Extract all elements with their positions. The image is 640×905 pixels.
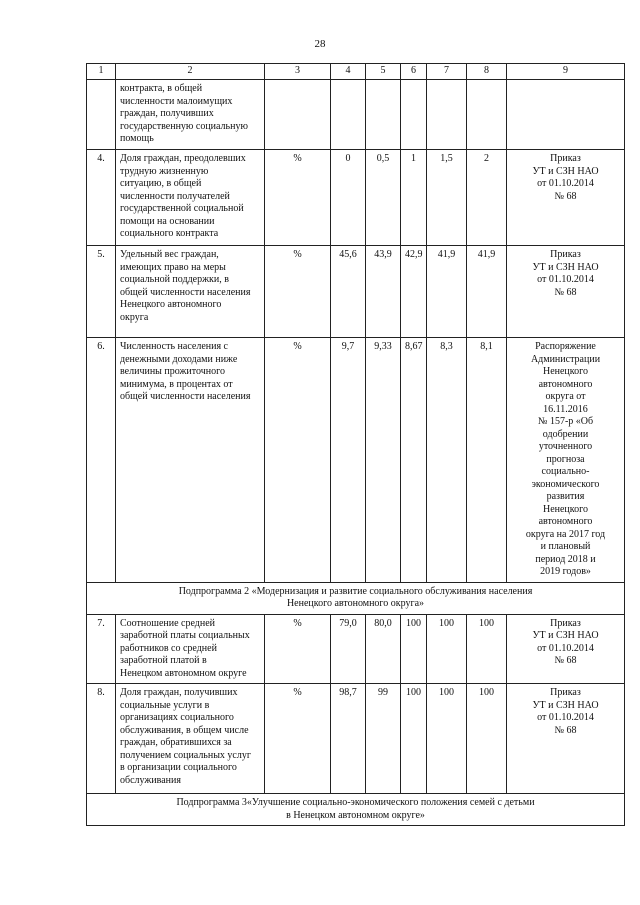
- subprogram-3-row: [87, 794, 625, 826]
- row-number: 7.: [87, 614, 116, 684]
- source-document: Приказ УТ и СЗН НАО от 01.10.2014 № 68: [507, 150, 625, 246]
- column-header: 5: [366, 64, 401, 80]
- table-row-7: [87, 614, 625, 684]
- value-col8: 2: [467, 150, 507, 246]
- column-header: 6: [401, 64, 427, 80]
- value-col5: 43,9: [366, 246, 401, 338]
- unit: %: [265, 246, 331, 338]
- value-col7: 41,9: [427, 246, 467, 338]
- unit: %: [265, 684, 331, 794]
- indicator-name: Доля граждан, преодолевших трудную жизненную ситуацию, в общей численности получателей государственной социальной помощи на основании социального контракта: [116, 150, 265, 246]
- column-number-row: [87, 64, 625, 80]
- value-col7: 100: [427, 614, 467, 684]
- page-number: 28: [314, 38, 326, 50]
- table-row-6: [87, 338, 625, 583]
- subprogram-2-heading: Подпрограмма 2 «Модернизация и развитие социального обслуживания населения Ненецкого автономного округа»: [87, 582, 625, 614]
- subprogram-3-heading: Подпрограмма 3«Улучшение социально-экономического положения семей с детьми в Ненецком автономном округе»: [87, 794, 625, 826]
- value-col4: 98,7: [331, 684, 366, 794]
- indicator-name: Доля граждан, получивших социальные услуги в организациях социального обслуживания, в общем числе граждан, обратившихся за получением социальных услуг в организации социального обслуживания: [116, 684, 265, 794]
- value-col4: 45,6: [331, 246, 366, 338]
- value-col7: 8,3: [427, 338, 467, 583]
- table-row-8: [87, 684, 625, 794]
- source-document: Приказ УТ и СЗН НАО от 01.10.2014 № 68: [507, 684, 625, 794]
- indicator-name: Соотношение средней заработной платы социальных работников со средней заработной платой в Ненецком автономном округе: [116, 614, 265, 684]
- row-number: 5.: [87, 246, 116, 338]
- row-number: 4.: [87, 150, 116, 246]
- subprogram-2-row: [87, 582, 625, 614]
- unit: %: [265, 614, 331, 684]
- column-header: 7: [427, 64, 467, 80]
- indicator-name-cell: контракта, в общей численности малоимущих граждан, получивших государственную социальную помощь: [116, 80, 265, 150]
- indicator-name: Удельный вес граждан, имеющих право на меры социальной поддержки, в общей численности населения Ненецкого автономного округа: [116, 246, 265, 338]
- value-col8: 100: [467, 684, 507, 794]
- value-col5: 9,33: [366, 338, 401, 583]
- column-header: 2: [116, 64, 265, 80]
- value-col5: 99: [366, 684, 401, 794]
- unit: %: [265, 150, 331, 246]
- value-col7: 1,5: [427, 150, 467, 246]
- source-document: Распоряжение Администрации Ненецкого автономного округа от 16.11.2016 № 157-р «Об одобрении уточненного прогноза социально- экономического развития Ненецкого автономного округа на 2017 год и плановый период 2018 и 2019 годов»: [507, 338, 625, 583]
- unit: %: [265, 338, 331, 583]
- value-col6: 8,67: [401, 338, 427, 583]
- source-document: Приказ УТ и СЗН НАО от 01.10.2014 № 68: [507, 246, 625, 338]
- table-row-continuation: [87, 80, 625, 150]
- value-col6: 1: [401, 150, 427, 246]
- value-col4: 79,0: [331, 614, 366, 684]
- column-header: 4: [331, 64, 366, 80]
- value-col4: 9,7: [331, 338, 366, 583]
- value-col8: 41,9: [467, 246, 507, 338]
- column-header: 1: [87, 64, 116, 80]
- value-col8: 8,1: [467, 338, 507, 583]
- value-col6: 100: [401, 684, 427, 794]
- value-col7: 100: [427, 684, 467, 794]
- row-number: 6.: [87, 338, 116, 583]
- value-col6: 100: [401, 614, 427, 684]
- table-row-5: [87, 246, 625, 338]
- value-col4: 0: [331, 150, 366, 246]
- value-col6: 42,9: [401, 246, 427, 338]
- value-col5: 80,0: [366, 614, 401, 684]
- source-document: Приказ УТ и СЗН НАО от 01.10.2014 № 68: [507, 614, 625, 684]
- indicators-table: [86, 63, 625, 826]
- table-row-4: [87, 150, 625, 246]
- indicator-name: Численность населения с денежными доходами ниже величины прожиточного минимума, в процентах от общей численности населения: [116, 338, 265, 583]
- column-header: 8: [467, 64, 507, 80]
- row-number-cell: [87, 80, 116, 150]
- value-col8: 100: [467, 614, 507, 684]
- value-col5: 0,5: [366, 150, 401, 246]
- row-number: 8.: [87, 684, 116, 794]
- column-header: 3: [265, 64, 331, 80]
- column-header: 9: [507, 64, 625, 80]
